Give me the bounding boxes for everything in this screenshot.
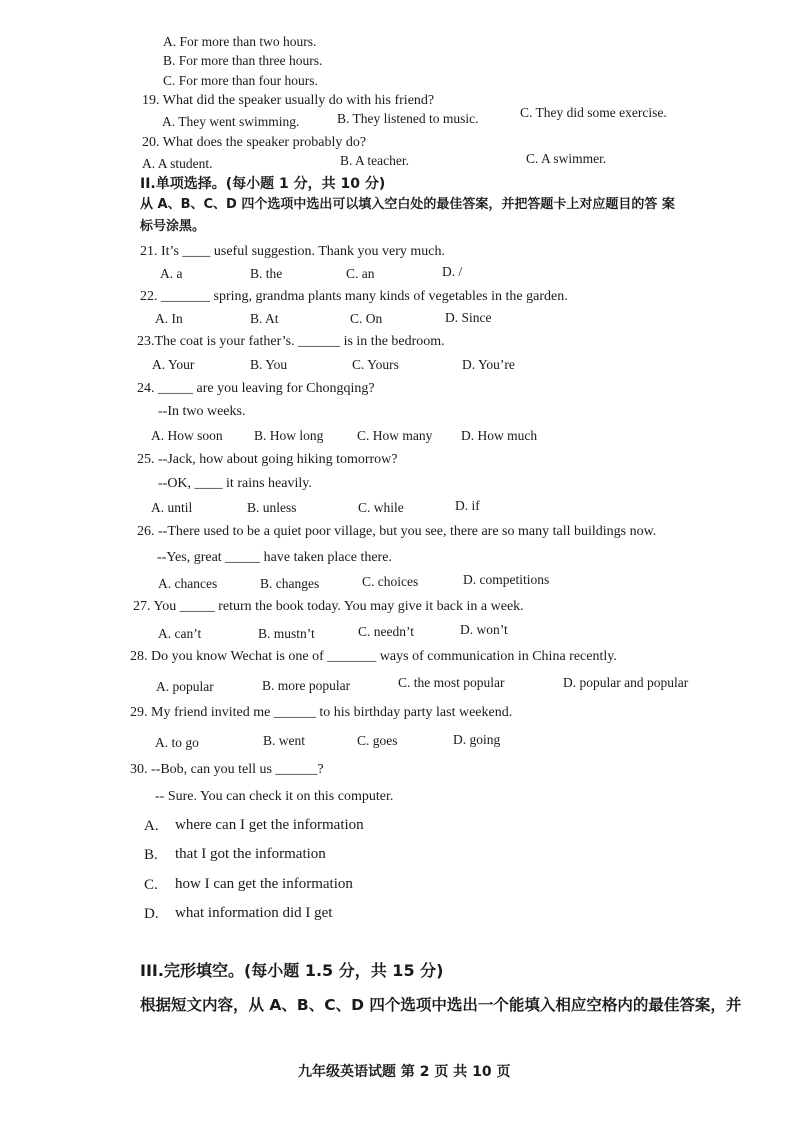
q26-option-d: D. competitions [463, 572, 550, 587]
q27-option-c: C. needn’t [358, 624, 414, 639]
q28-option-a: A. popular [156, 679, 214, 694]
q25-reply: --OK, ____ it rains heavily. [158, 476, 312, 491]
section2-instruction-line1: 从 A、B、C、D 四个选项中选出可以填入空白处的最佳答案，并把答题卡上对应题目的答 案 [140, 197, 675, 212]
q22-option-c: C. On [350, 311, 383, 326]
q22-option-a: A. In [155, 311, 183, 326]
q19-option-a: A. They went swimming. [162, 114, 300, 129]
q30-option-c-letter: C. [144, 877, 158, 893]
q28-stem: 28. Do you know Wechat is one of _______ ways of communication in China recently. [130, 649, 617, 664]
q20-option-a: A. A student. [142, 156, 213, 171]
q30-stem: 30. --Bob, can you tell us ______? [130, 762, 324, 777]
q28-option-d: D. popular and popular [563, 675, 689, 690]
section3-heading: III.完形填空。(每小题 1.5 分，共 15 分) [140, 961, 444, 980]
q18-option-a: A. For more than two hours. [163, 34, 317, 49]
q30-option-d-letter: D. [144, 906, 159, 922]
q24-option-d: D. How much [461, 428, 538, 443]
q22-option-d: D. Since [445, 310, 492, 325]
q20-stem: 20. What does the speaker probably do? [142, 135, 367, 150]
q21-option-a: A. a [160, 266, 183, 281]
q23-option-a: A. Your [152, 357, 195, 372]
q28-option-b: B. more popular [262, 678, 351, 693]
q26-option-a: A. chances [158, 576, 218, 591]
q27-stem: 27. You _____ return the book today. You may give it back in a week. [133, 599, 524, 614]
q27-option-d: D. won’t [460, 622, 508, 637]
q26-option-c: C. choices [362, 574, 419, 589]
q19-stem: 19. What did the speaker usually do with his friend? [142, 93, 435, 108]
q21-option-c: C. an [346, 266, 375, 281]
q29-stem: 29. My friend invited me ______ to his birthday party last weekend. [130, 705, 513, 720]
q24-option-a: A. How soon [151, 428, 223, 443]
q29-option-c: C. goes [357, 733, 398, 748]
page-footer: 九年级英语试题 第 2 页 共 10 页 [298, 1064, 511, 1080]
section2-heading: II.单项选择。(每小题 1 分，共 10 分) [140, 176, 386, 192]
q23-option-b: B. You [250, 357, 288, 372]
q18-option-c: C. For more than four hours. [163, 73, 318, 88]
q29-option-d: D. going [453, 732, 501, 747]
q27-option-b: B. mustn’t [258, 626, 315, 641]
section2-instruction-line2: 标号涂黑。 [140, 219, 206, 234]
q19-option-b: B. They listened to music. [337, 111, 479, 126]
q21-option-b: B. the [250, 266, 283, 281]
q24-option-b: B. How long [254, 428, 324, 443]
q29-option-a: A. to go [155, 735, 199, 750]
q23-option-c: C. Yours [352, 357, 399, 372]
q18-option-b: B. For more than three hours. [163, 53, 323, 68]
q30-reply: -- Sure. You can check it on this computer. [155, 789, 394, 804]
q20-option-c: C. A swimmer. [526, 151, 607, 166]
q29-option-b: B. went [263, 733, 305, 748]
q30-option-b: that I got the information [175, 846, 326, 862]
q23-stem: 23.The coat is your father’s. ______ is in the bedroom. [137, 334, 445, 349]
q25-option-c: C. while [358, 500, 404, 515]
q26-option-b: B. changes [260, 576, 320, 591]
q24-stem: 24. _____ are you leaving for Chongqing? [137, 381, 375, 396]
q30-option-d: what information did I get [175, 905, 333, 921]
q22-stem: 22. _______ spring, grandma plants many kinds of vegetables in the garden. [140, 289, 568, 304]
q25-option-b: B. unless [247, 500, 297, 515]
q23-option-d: D. You’re [462, 357, 515, 372]
q19-option-c: C. They did some exercise. [520, 105, 667, 120]
q21-stem: 21. It’s ____ useful suggestion. Thank you very much. [140, 244, 445, 259]
section3-instruction: 根据短文内容，从 A、B、C、D 四个选项中选出一个能填入相应空格内的最佳答案，并 [140, 996, 742, 1014]
q22-option-b: B. At [250, 311, 279, 326]
q20-option-b: B. A teacher. [340, 153, 409, 168]
q30-option-b-letter: B. [144, 847, 158, 863]
q30-option-a-letter: A. [144, 818, 159, 834]
q24-option-c: C. How many [357, 428, 433, 443]
q24-reply: --In two weeks. [158, 404, 246, 419]
q28-option-c: C. the most popular [398, 675, 505, 690]
q26-stem: 26. --There used to be a quiet poor village, but you see, there are so many tall buildings now. [137, 524, 657, 539]
q27-option-a: A. can’t [158, 626, 202, 641]
q30-option-a: where can I get the information [175, 817, 364, 833]
q30-option-c: how I can get the information [175, 876, 353, 892]
q25-option-a: A. until [151, 500, 193, 515]
q26-reply: --Yes, great _____ have taken place there. [157, 550, 392, 565]
q25-stem: 25. --Jack, how about going hiking tomorrow? [137, 452, 398, 467]
q21-option-d: D. / [442, 264, 463, 279]
q25-option-d: D. if [455, 498, 480, 513]
